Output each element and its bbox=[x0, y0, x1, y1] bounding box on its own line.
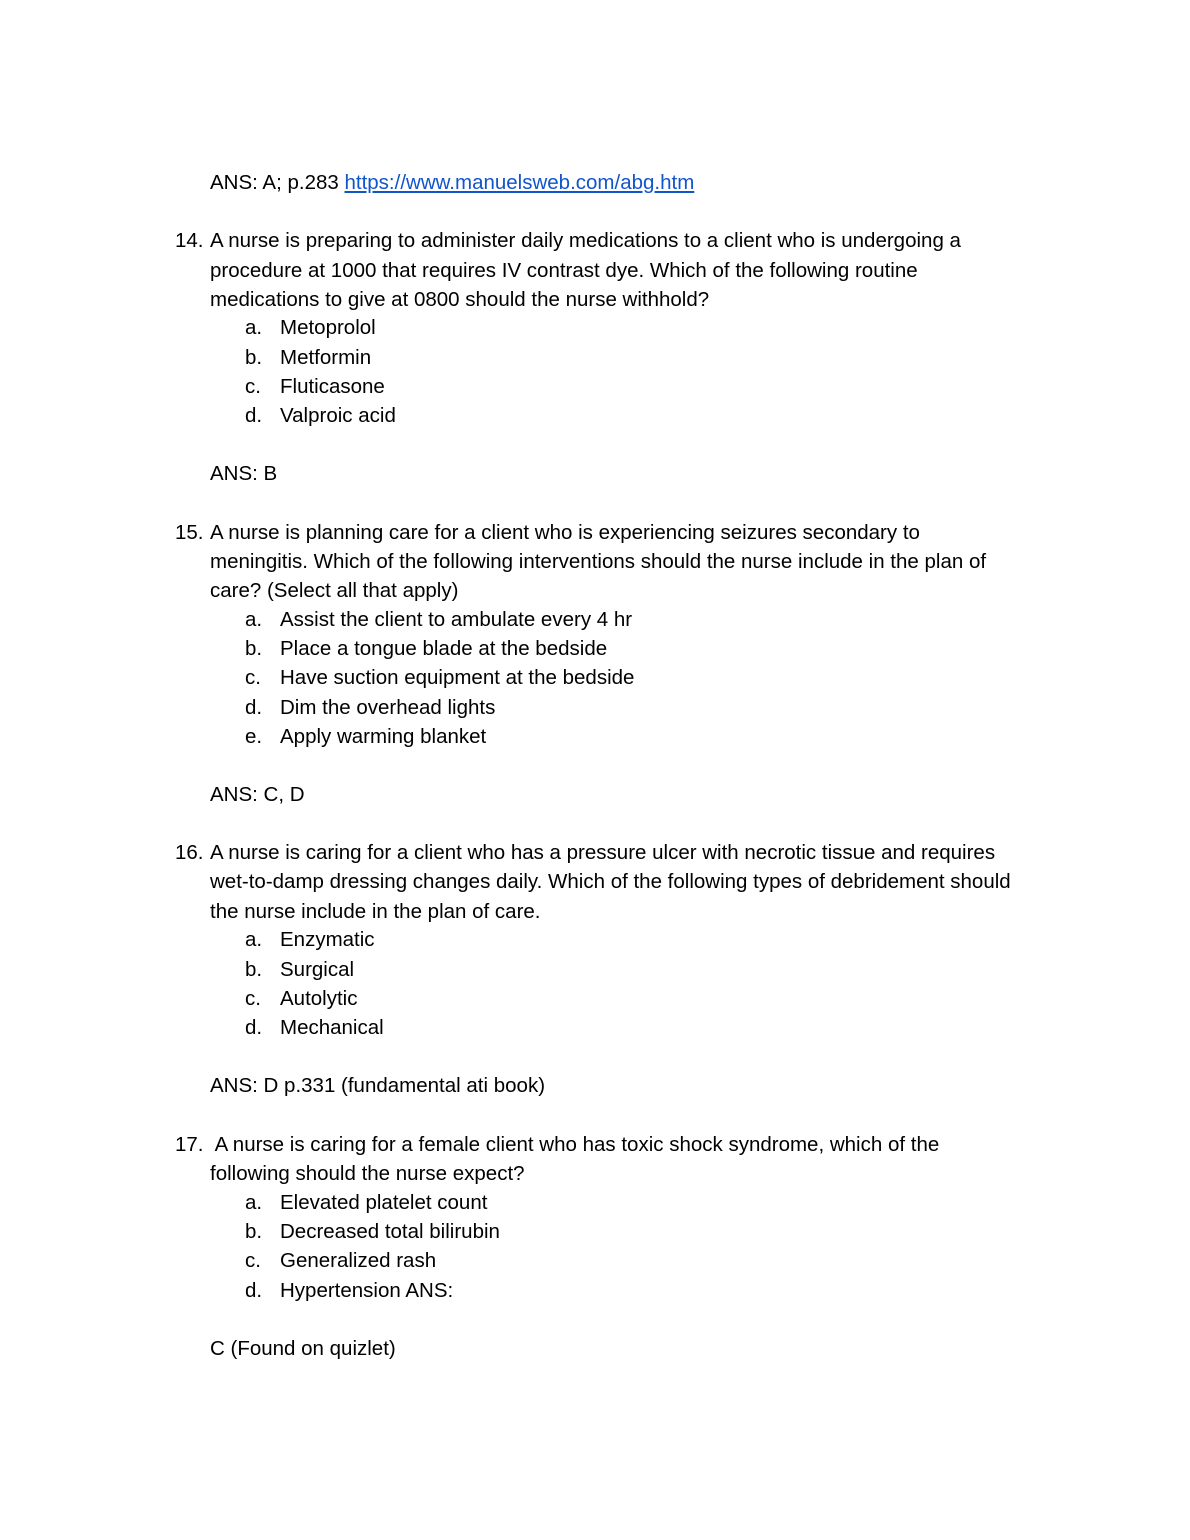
option-text: Decreased total bilirubin bbox=[280, 1220, 500, 1243]
option-text: Have suction equipment at the bedside bbox=[280, 666, 635, 689]
question-stem-line: the nurse include in the plan of care. bbox=[210, 900, 541, 923]
option-text: Generalized rash bbox=[280, 1249, 437, 1272]
option-letter: c. bbox=[245, 987, 261, 1010]
question-stem-line: A nurse is caring for a client who has a pressure ulcer with necrotic tissue and requires bbox=[210, 841, 996, 864]
option-letter: d. bbox=[245, 696, 263, 719]
option-text: Fluticasone bbox=[280, 375, 385, 398]
answer-line: C (Found on quizlet) bbox=[210, 1337, 396, 1360]
top-answer-prefix: ANS: A; p.283 bbox=[210, 171, 345, 194]
option-text: Place a tongue blade at the bedside bbox=[280, 637, 608, 660]
top-answer-line bbox=[210, 173, 694, 194]
question-number: 17. bbox=[175, 1133, 204, 1156]
question-stem-line: A nurse is preparing to administer daily medications to a client who is undergoing a bbox=[210, 229, 961, 252]
option-text: Dim the overhead lights bbox=[280, 696, 496, 719]
answer-reference-link[interactable]: https://www.manuelsweb.com/abg.htm bbox=[344, 171, 695, 194]
answer-line: ANS: D p.331 (fundamental ati book) bbox=[210, 1074, 546, 1097]
question-stem-line: wet-to-damp dressing changes daily. Which of the following types of debridement should bbox=[210, 870, 1011, 893]
option-letter: d. bbox=[245, 1279, 263, 1302]
option-letter: c. bbox=[245, 666, 261, 689]
question-stem-line: medications to give at 0800 should the nurse withhold? bbox=[210, 288, 710, 311]
option-letter: b. bbox=[245, 1220, 263, 1243]
answer-line: ANS: B bbox=[210, 462, 278, 485]
option-letter: d. bbox=[245, 404, 263, 427]
question-stem-line: procedure at 1000 that requires IV contrast dye. Which of the following routine bbox=[210, 259, 918, 282]
question-stem-line: meningitis. Which of the following interventions should the nurse include in the plan of bbox=[210, 550, 987, 573]
question-number: 16. bbox=[175, 841, 204, 864]
option-text: Elevated platelet count bbox=[280, 1191, 488, 1214]
option-text: Metoprolol bbox=[280, 316, 376, 339]
question-stem-line: A nurse is planning care for a client who is experiencing seizures secondary to bbox=[210, 521, 920, 544]
option-text: Metformin bbox=[280, 346, 372, 369]
option-letter: c. bbox=[245, 1249, 261, 1272]
option-text: Valproic acid bbox=[280, 404, 396, 427]
option-letter: b. bbox=[245, 958, 263, 981]
option-text: Hypertension ANS: bbox=[280, 1279, 454, 1302]
option-letter: a. bbox=[245, 316, 263, 339]
option-text: Surgical bbox=[280, 958, 355, 981]
option-text: Autolytic bbox=[280, 987, 358, 1010]
question-number: 14. bbox=[175, 229, 204, 252]
question-stem-line: care? (Select all that apply) bbox=[210, 579, 459, 602]
option-letter: b. bbox=[245, 637, 263, 660]
option-text: Mechanical bbox=[280, 1016, 384, 1039]
option-letter: e. bbox=[245, 725, 263, 748]
question-stem-line: A nurse is caring for a female client who has toxic shock syndrome, which of the bbox=[210, 1133, 940, 1156]
answer-line: ANS: C, D bbox=[210, 783, 305, 806]
option-letter: c. bbox=[245, 375, 261, 398]
question-stem-line: following should the nurse expect? bbox=[210, 1162, 525, 1185]
option-letter: a. bbox=[245, 1191, 263, 1214]
option-text: Apply warming blanket bbox=[280, 725, 487, 748]
option-letter: b. bbox=[245, 346, 263, 369]
option-text: Assist the client to ambulate every 4 hr bbox=[280, 608, 633, 631]
option-text: Enzymatic bbox=[280, 928, 375, 951]
option-letter: a. bbox=[245, 928, 263, 951]
option-letter: a. bbox=[245, 608, 263, 631]
question-number: 15. bbox=[175, 521, 204, 544]
option-letter: d. bbox=[245, 1016, 263, 1039]
